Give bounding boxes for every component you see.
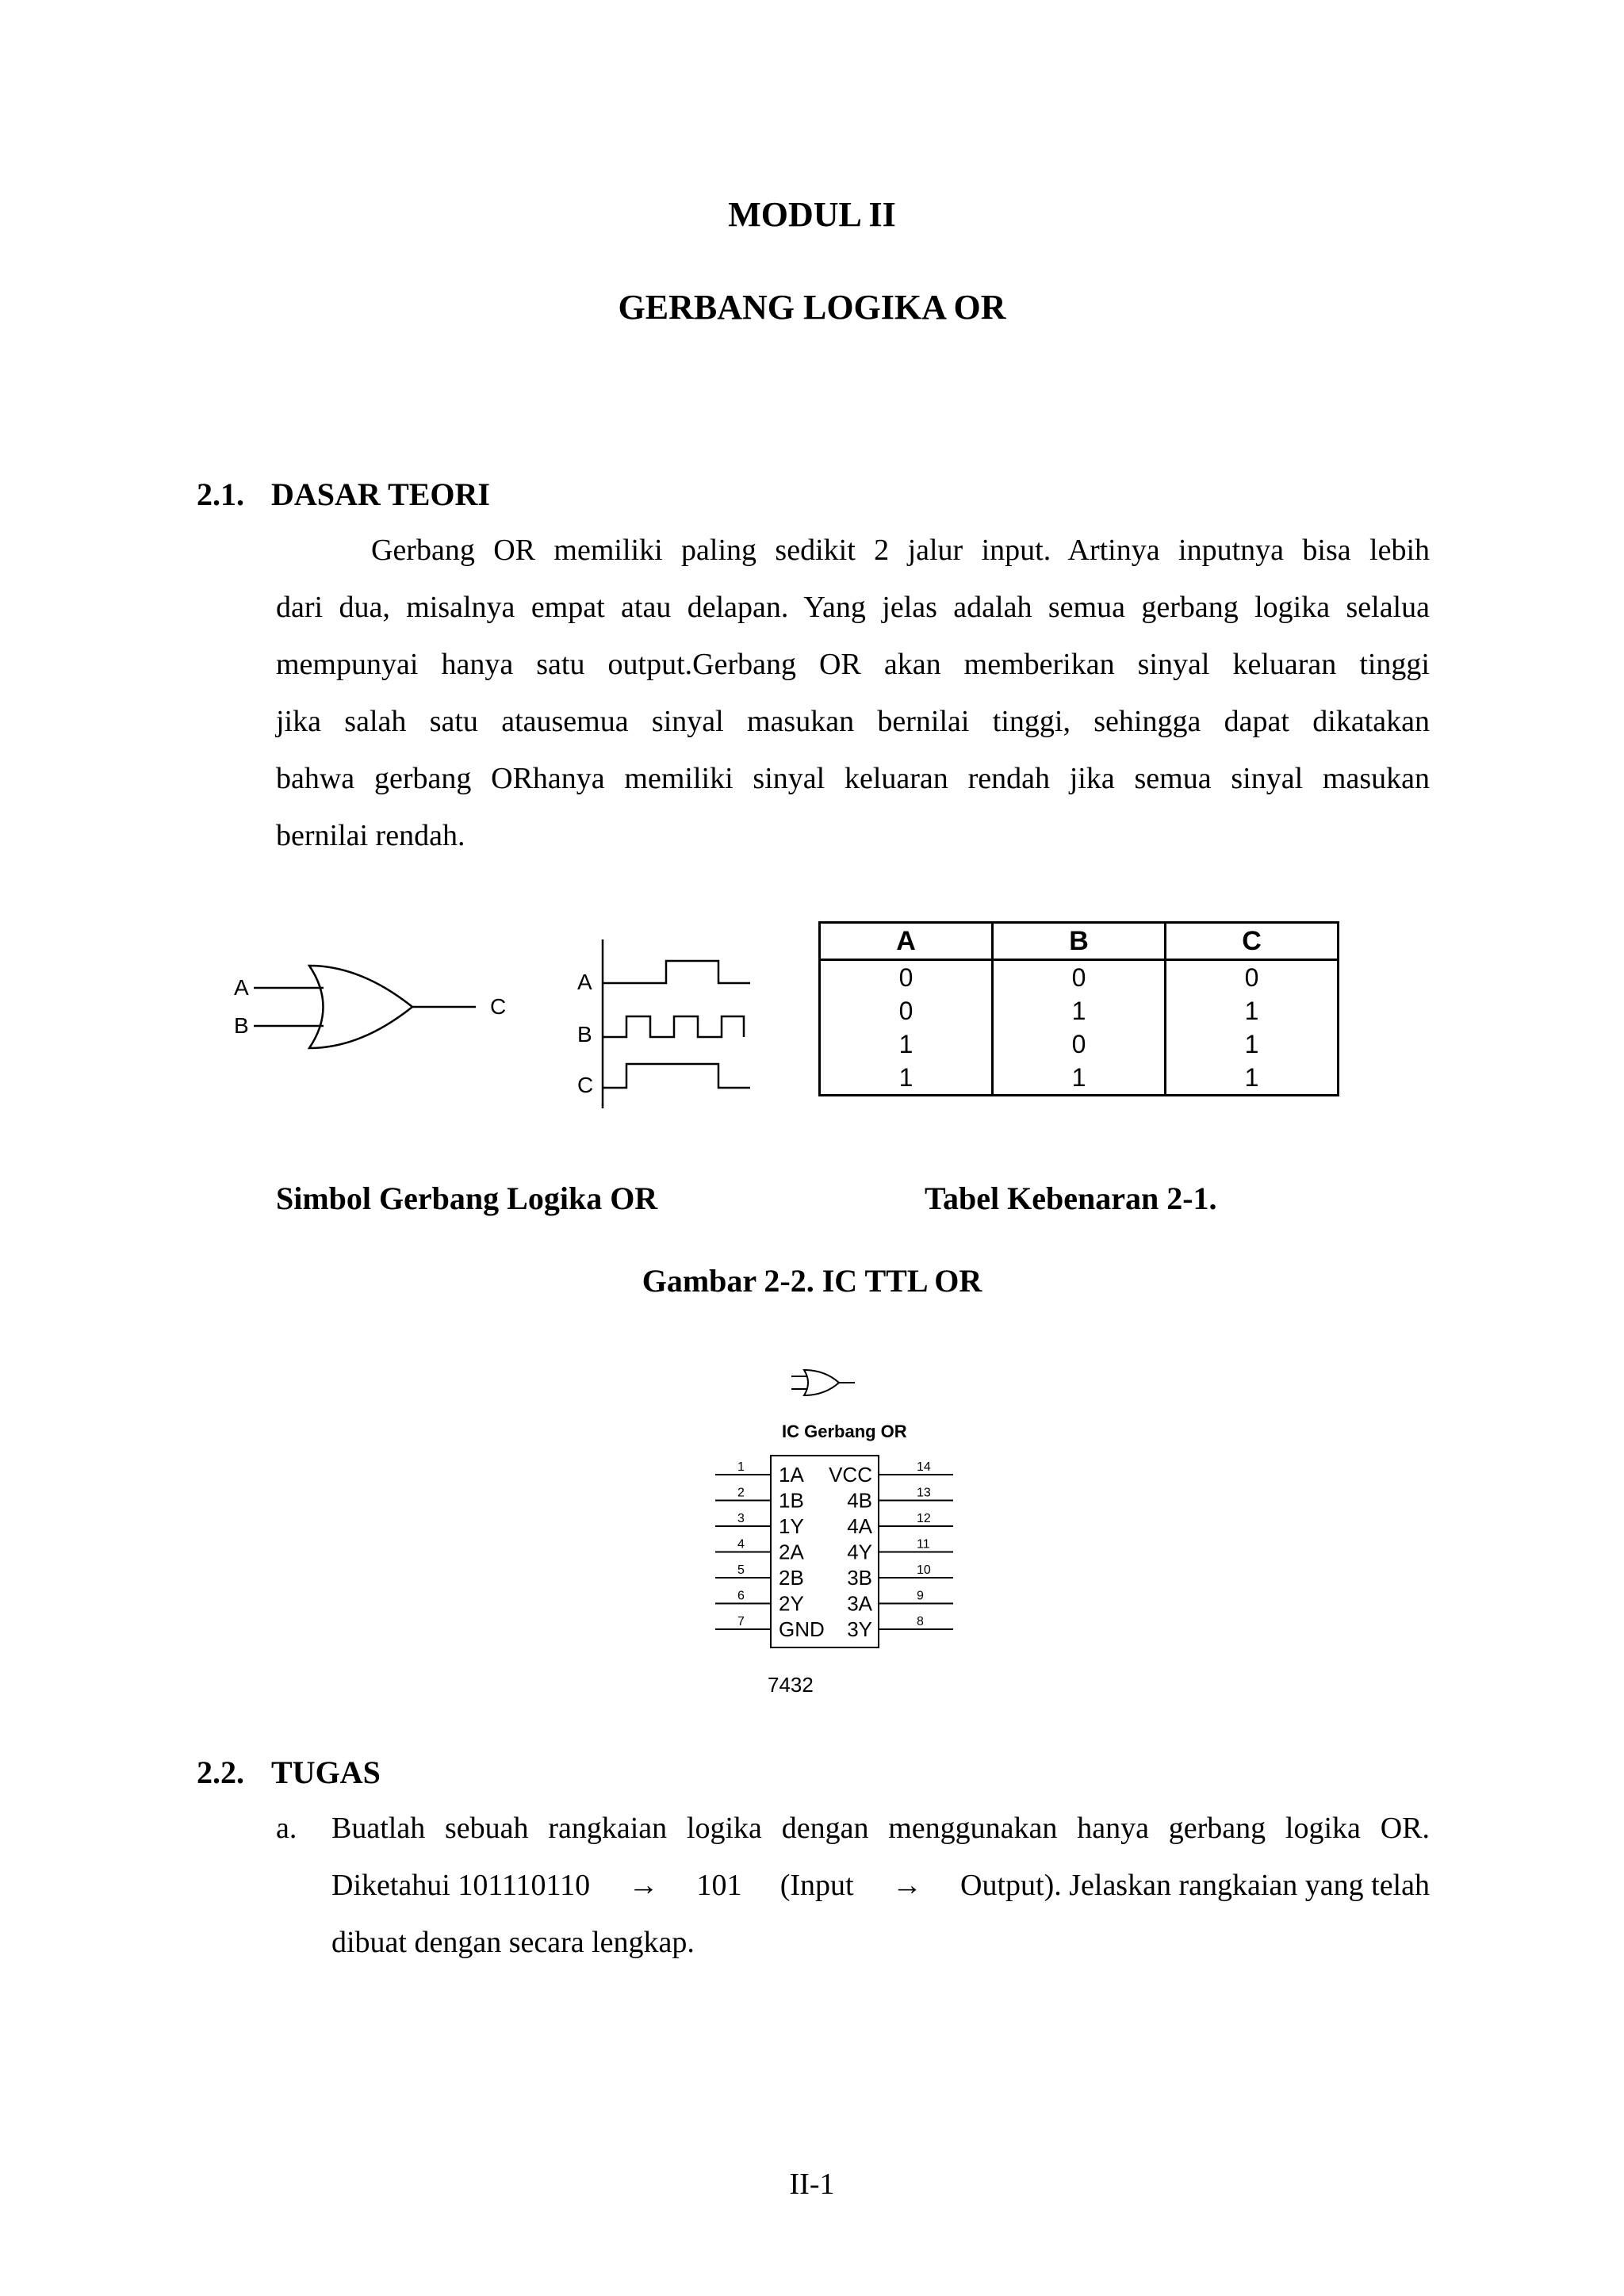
task-item-marker: a. xyxy=(276,1812,297,1845)
ic-pin-number: 7 xyxy=(737,1615,745,1628)
truth-table-header xyxy=(820,923,1339,960)
ic-pin-label: 3Y xyxy=(847,1617,872,1641)
timing-label-c: C xyxy=(577,1073,594,1097)
cell: 1 xyxy=(1166,1061,1339,1096)
section-heading: DASAR TEORI xyxy=(271,476,490,512)
ic-pin-label: 4B xyxy=(847,1488,872,1513)
cell: 1 xyxy=(820,1027,993,1061)
task-text: Diketahui 101110110 xyxy=(331,1869,591,1902)
page-number: II-1 xyxy=(789,2168,835,2201)
module-title: MODUL II xyxy=(728,195,896,234)
task-line: Buatlah sebuah rangkaian logika dengan menggunakan hanya gerbang logika OR. xyxy=(331,1812,1430,1845)
table-row xyxy=(820,1061,1339,1096)
task-text: 101 xyxy=(696,1869,742,1902)
input-a-label: A xyxy=(234,975,249,1000)
ic-pin-number: 4 xyxy=(737,1537,745,1552)
timing-diagram xyxy=(563,936,769,1110)
ic-pin-label: 1Y xyxy=(779,1514,804,1538)
ic-or-gate-icon xyxy=(804,1370,839,1395)
paragraph-line: jika salah satu atausemua sinyal masukan bernilai tinggi, sehingga dapat dikatakan xyxy=(276,705,1430,738)
ic-pin-number: 3 xyxy=(737,1512,745,1525)
cell: 1 xyxy=(820,1061,993,1096)
ic-pin-label: 4Y xyxy=(847,1540,872,1564)
ic-pin-number: 12 xyxy=(917,1512,931,1525)
cell: 1 xyxy=(1166,994,1339,1027)
task-line xyxy=(331,1868,1430,1903)
header-b: B xyxy=(993,923,1166,960)
truth-table xyxy=(818,921,1339,1096)
cell: 0 xyxy=(820,994,993,1027)
ic-part-number: 7432 xyxy=(768,1673,814,1697)
ic-pinout-diagram xyxy=(706,1357,975,1706)
paragraph-line: mempunyai hanya satu output.Gerbang OR akan memberikan sinyal keluaran tinggi xyxy=(276,648,1430,681)
timing-label-b: B xyxy=(577,1022,592,1047)
ic-pin-number: 8 xyxy=(917,1615,924,1628)
ic-pin-number: 2 xyxy=(737,1486,745,1500)
table-row xyxy=(820,960,1339,995)
or-gate-body xyxy=(309,966,412,1048)
paragraph-line: bahwa gerbang ORhanya memiliki sinyal keluaran rendah jika semua sinyal masukan xyxy=(276,762,1430,795)
output-label: C xyxy=(490,994,507,1019)
task-text: (Input xyxy=(779,1869,854,1902)
ic-pin-label: 3B xyxy=(847,1566,872,1590)
cell: 0 xyxy=(993,1027,1166,1061)
ic-pin-number: 9 xyxy=(917,1589,924,1603)
ic-pin-number: 14 xyxy=(917,1460,931,1474)
ic-pin-label: 1A xyxy=(779,1463,804,1487)
header-c: C xyxy=(1166,923,1339,960)
input-b-label: B xyxy=(234,1013,249,1038)
paragraph-line: dari dua, misalnya empat atau delapan. Yang jelas adalah semua gerbang logika selalua xyxy=(276,591,1430,624)
ic-pin-number: 6 xyxy=(737,1589,745,1603)
ic-pin-label: 2B xyxy=(779,1566,804,1590)
waveform-a xyxy=(603,961,750,983)
symbol-caption: Simbol Gerbang Logika OR xyxy=(276,1181,658,1216)
ic-title: IC Gerbang OR xyxy=(782,1422,907,1441)
ic-pin-number: 1 xyxy=(737,1460,745,1474)
table-caption: Tabel Kebenaran 2-1. xyxy=(925,1181,1217,1216)
section-heading: TUGAS xyxy=(271,1755,381,1790)
ic-pin-label: 3A xyxy=(847,1591,872,1616)
arrow-icon: → xyxy=(891,1869,922,1902)
ic-pin-number: 11 xyxy=(917,1537,930,1552)
ic-pin-label: 2A xyxy=(779,1540,804,1564)
task-line: dibuat dengan secara lengkap. xyxy=(331,1926,695,1959)
waveform-b xyxy=(603,1016,744,1037)
waveform-c xyxy=(603,1064,750,1088)
paragraph-line: bernilai rendah. xyxy=(276,819,465,852)
ic-pin-number: 13 xyxy=(917,1486,931,1500)
ic-pin-label: 1B xyxy=(779,1488,804,1513)
task-text: Output). Jelaskan rangkaian yang telah xyxy=(960,1869,1430,1902)
ic-pin-number: 5 xyxy=(737,1563,745,1577)
cell: 0 xyxy=(1166,960,1339,995)
cell: 0 xyxy=(993,960,1166,995)
or-gate-symbol xyxy=(222,943,523,1070)
header-a: A xyxy=(820,923,993,960)
ic-pin-label: 4A xyxy=(847,1514,872,1538)
cell: 1 xyxy=(993,994,1166,1027)
page-title: GERBANG LOGIKA OR xyxy=(618,288,1006,327)
timing-label-a: A xyxy=(577,970,592,994)
section-number: 2.1. xyxy=(197,476,244,512)
cell: 0 xyxy=(820,960,993,995)
ic-pin-label: VCC xyxy=(829,1463,872,1487)
paragraph-line: Gerbang OR memiliki paling sedikit 2 jalur input. Artinya inputnya bisa lebih xyxy=(371,534,1430,567)
section-number: 2.2. xyxy=(197,1755,244,1790)
ic-pin-label: GND xyxy=(779,1617,825,1641)
ic-pin-label: 2Y xyxy=(779,1591,804,1616)
figure-caption: Gambar 2-2. IC TTL OR xyxy=(642,1263,982,1299)
table-row xyxy=(820,994,1339,1027)
arrow-icon: → xyxy=(628,1869,659,1902)
cell: 1 xyxy=(1166,1027,1339,1061)
ic-pin-number: 10 xyxy=(917,1563,931,1577)
table-row xyxy=(820,1027,1339,1061)
ic-pins xyxy=(715,1460,953,1641)
cell: 1 xyxy=(993,1061,1166,1096)
